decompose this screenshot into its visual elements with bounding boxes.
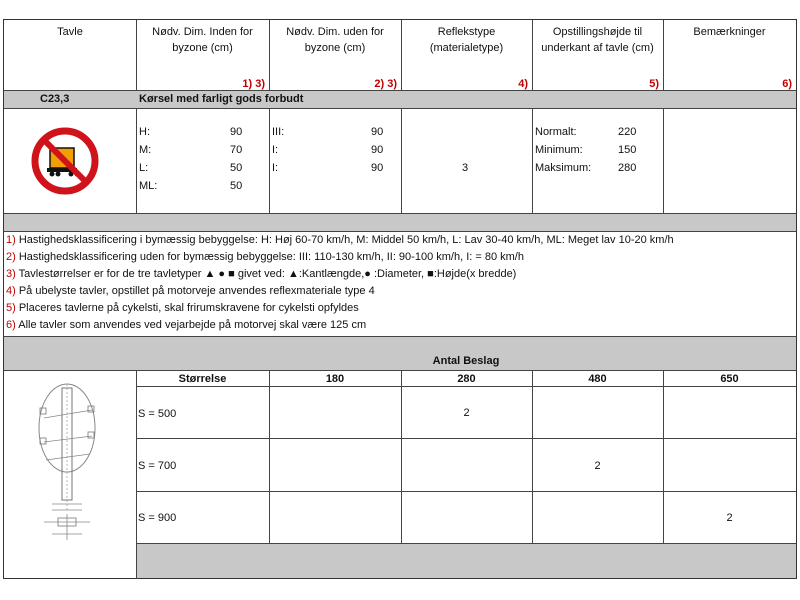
sign-code: C23,3 <box>40 93 70 105</box>
footnotes <box>6 232 794 334</box>
beslag-cell: 2 <box>594 460 601 472</box>
beslag-col-480: 480 <box>588 373 607 385</box>
uden-values: III: 90 I: 90 I: 90 <box>272 126 384 174</box>
beslag-cell: 2 <box>726 512 733 524</box>
reflex-value: 3 <box>462 162 469 174</box>
sign-title-bar <box>4 91 796 108</box>
beslag-col-650: 650 <box>720 373 739 385</box>
header-reflex: Reflekstype (materialetype) 4) <box>429 26 528 90</box>
footnote-6: 6) Alle tavler som anvendes ved vejarbejde på motorvej skal være 125 cm <box>6 319 367 331</box>
footnote-2: 2) Hastighedsklassificering uden for bymæssig bebyggelse: III: 110-130 km/h, II: 90-100 km/h, I: = 80 km/h <box>6 251 524 263</box>
opst-values: Normalt: 220 Minimum: 150 Maksimum: 280 <box>535 126 637 174</box>
beslag-cell: 2 <box>463 407 470 419</box>
footnote-3: 3) Tavlestørrelser er for de tre tavletyper ▲ ● ■ givet ved: ▲:Kantlængde,● :Diameter, ■:Højde(x bredde) <box>6 268 517 280</box>
beslag-row-label: S = 700 <box>138 460 177 472</box>
header-inden: Nødv. Dim. Inden for byzone (cm) 1) 3) <box>152 26 265 90</box>
beslag-col-280: 280 <box>457 373 476 385</box>
beslag-col-180: 180 <box>325 373 345 385</box>
header-bem-ref: 6) <box>782 78 792 90</box>
header-opst: Opstillingshøjde til underkant af tavle (cm) 5) <box>541 26 659 90</box>
spacer-bar <box>4 214 796 231</box>
header-opst-ref: 5) <box>649 78 659 90</box>
mounting-diagram-icon <box>22 380 122 550</box>
footnote-5: 5) Placeres tavlerne på cykelsti, skal frirumskravene for cykelsti opfyldes <box>6 302 359 314</box>
header-tavle: Tavle <box>57 26 83 38</box>
beslag-title: Antal Beslag <box>432 355 500 367</box>
header-reflex-ref: 4) <box>518 78 528 90</box>
bottom-bar <box>137 544 796 578</box>
header-uden-refs: 2) 3) <box>374 78 397 90</box>
prohibition-dangerous-goods-icon <box>30 126 100 196</box>
beslag-size-header: Størrelse <box>178 373 227 385</box>
header-uden: Nødv. Dim. uden for byzone (cm) 2) 3) <box>286 26 397 90</box>
header-inden-refs: 1) 3) <box>242 78 265 90</box>
sign-title: Kørsel med farligt gods forbudt <box>139 93 304 105</box>
beslag-row-label: S = 500 <box>138 408 177 420</box>
footnote-4: 4) På ubelyste tavler, opstillet på motorveje anvendes reflexmateriale type 4 <box>6 285 375 297</box>
inden-values: H: 90 M: 70 L: 50 ML: 50 <box>139 126 243 192</box>
footnote-1: 1) Hastighedsklassificering i bymæssig bebyggelse: H: Høj 60-70 km/h, M: Middel 50 km/h, L: Lav 30-40 km/h, ML: Meget lav 10-20 km/h <box>6 234 674 246</box>
header-bem: Bemærkninger 6) <box>693 26 792 90</box>
beslag-row-label: S = 900 <box>138 512 177 524</box>
